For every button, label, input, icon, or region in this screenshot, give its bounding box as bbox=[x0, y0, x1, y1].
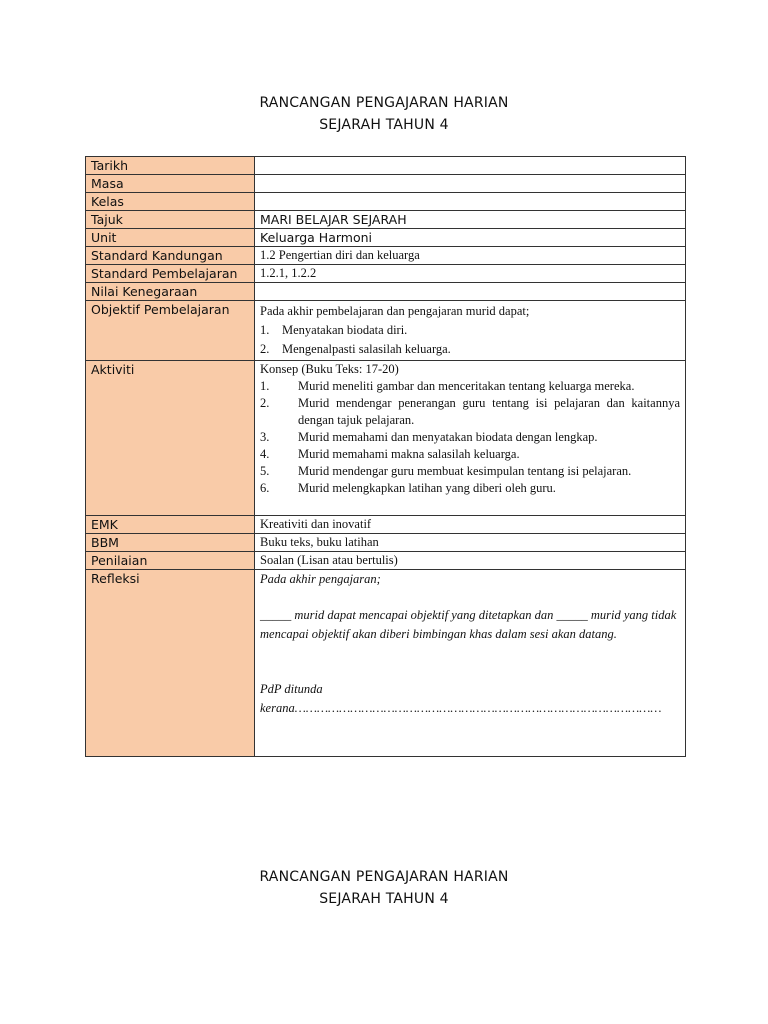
list-item bbox=[260, 341, 680, 358]
aktiviti-num-5: 5. bbox=[260, 464, 270, 478]
row-bbm bbox=[86, 534, 686, 552]
row-tarikh bbox=[86, 157, 686, 175]
list-item bbox=[260, 480, 680, 497]
aktiviti-num-6: 6. bbox=[260, 481, 270, 495]
aktiviti-text-5: Murid mendengar guru membuat kesimpulan tentang isi pelajaran. bbox=[298, 464, 632, 478]
list-item bbox=[260, 429, 680, 446]
aktiviti-text-2: Murid mendengar penerangan guru tentang isi pelajaran dan kaitannya dengan tajuk pelajaran. bbox=[298, 396, 680, 427]
aktiviti-num-2: 2. bbox=[260, 396, 270, 410]
list-item bbox=[260, 395, 680, 429]
row-objektif bbox=[86, 301, 686, 361]
objektif-num-2: 2. bbox=[260, 342, 270, 356]
aktiviti-intro: Konsep (Buku Teks: 17-20) bbox=[260, 362, 399, 376]
row-kelas bbox=[86, 193, 686, 211]
refleksi-line-3: PdP ditunda bbox=[260, 682, 323, 696]
aktiviti-list bbox=[260, 378, 680, 497]
label-bbm: BBM bbox=[86, 534, 255, 552]
list-item bbox=[260, 378, 680, 395]
list-item bbox=[260, 463, 680, 480]
row-standard-pembelajaran bbox=[86, 265, 686, 283]
row-penilaian bbox=[86, 552, 686, 570]
row-emk bbox=[86, 516, 686, 534]
objektif-num-1: 1. bbox=[260, 323, 270, 337]
list-item bbox=[260, 446, 680, 463]
label-standard-kandungan: Standard Kandungan bbox=[86, 247, 255, 265]
label-penilaian: Penilaian bbox=[86, 552, 255, 570]
title-line-1: RANCANGAN PENGAJARAN HARIAN bbox=[259, 869, 509, 885]
aktiviti-num-3: 3. bbox=[260, 430, 270, 444]
aktiviti-num-1: 1. bbox=[260, 379, 270, 393]
lesson-plan-table bbox=[85, 156, 686, 757]
value-emk: Kreativiti dan inovatif bbox=[255, 516, 686, 534]
refleksi-line-4: kerana……………………………………………………………………………………… bbox=[260, 701, 662, 715]
label-refleksi: Refleksi bbox=[86, 570, 255, 757]
document-title bbox=[0, 92, 768, 136]
title-line-2: SEJARAH TAHUN 4 bbox=[319, 117, 449, 133]
value-objektif bbox=[255, 301, 686, 361]
refleksi-line-2: _____ murid dapat mencapai objektif yang ditetapkan dan _____ murid yang tidak mencapai objektif akan diberi bimbingan khas dalam sesi akan datang. bbox=[260, 608, 677, 641]
row-masa bbox=[86, 175, 686, 193]
value-refleksi bbox=[255, 570, 686, 757]
spacer bbox=[260, 644, 680, 680]
value-penilaian: Soalan (Lisan atau bertulis) bbox=[255, 552, 686, 570]
objektif-text-1: Menyatakan biodata diri. bbox=[282, 323, 408, 337]
label-unit: Unit bbox=[86, 229, 255, 247]
row-refleksi bbox=[86, 570, 686, 757]
title-line-2: SEJARAH TAHUN 4 bbox=[319, 891, 449, 907]
value-bbm: Buku teks, buku latihan bbox=[255, 534, 686, 552]
aktiviti-text-1: Murid meneliti gambar dan menceritakan tentang keluarga mereka. bbox=[298, 379, 635, 393]
aktiviti-text-3: Murid memahami dan menyatakan biodata dengan lengkap. bbox=[298, 430, 598, 444]
label-aktiviti: Aktiviti bbox=[86, 361, 255, 516]
aktiviti-text-6: Murid melengkapkan latihan yang diberi oleh guru. bbox=[298, 481, 556, 495]
row-nilai-kenegaraan bbox=[86, 283, 686, 301]
row-unit bbox=[86, 229, 686, 247]
value-kelas bbox=[255, 193, 686, 211]
label-emk: EMK bbox=[86, 516, 255, 534]
label-tajuk: Tajuk bbox=[86, 211, 255, 229]
value-nilai-kenegaraan bbox=[255, 283, 686, 301]
objektif-intro: Pada akhir pembelajaran dan pengajaran murid dapat; bbox=[260, 304, 530, 318]
label-objektif: Objektif Pembelajaran bbox=[86, 301, 255, 361]
refleksi-line-1: Pada akhir pengajaran; bbox=[260, 572, 381, 586]
row-aktiviti bbox=[86, 361, 686, 516]
title-line-1: RANCANGAN PENGAJARAN HARIAN bbox=[259, 95, 509, 111]
row-standard-kandungan bbox=[86, 247, 686, 265]
row-tajuk bbox=[86, 211, 686, 229]
value-standard-pembelajaran: 1.2.1, 1.2.2 bbox=[255, 265, 686, 283]
value-standard-kandungan: 1.2 Pengertian diri dan keluarga bbox=[255, 247, 686, 265]
label-masa: Masa bbox=[86, 175, 255, 193]
aktiviti-text-4: Murid memahami makna salasilah keluarga. bbox=[298, 447, 520, 461]
value-masa bbox=[255, 175, 686, 193]
label-tarikh: Tarikh bbox=[86, 157, 255, 175]
value-unit: Keluarga Harmoni bbox=[255, 229, 686, 247]
list-item bbox=[260, 322, 680, 339]
label-kelas: Kelas bbox=[86, 193, 255, 211]
spacer bbox=[260, 589, 680, 606]
value-tarikh bbox=[255, 157, 686, 175]
document-title-repeat bbox=[0, 866, 768, 910]
objektif-text-2: Mengenalpasti salasilah keluarga. bbox=[282, 342, 451, 356]
value-tajuk: MARI BELAJAR SEJARAH bbox=[255, 211, 686, 229]
label-nilai-kenegaraan: Nilai Kenegaraan bbox=[86, 283, 255, 301]
objektif-list bbox=[260, 322, 680, 358]
label-standard-pembelajaran: Standard Pembelajaran bbox=[86, 265, 255, 283]
aktiviti-num-4: 4. bbox=[260, 447, 270, 461]
value-aktiviti bbox=[255, 361, 686, 516]
